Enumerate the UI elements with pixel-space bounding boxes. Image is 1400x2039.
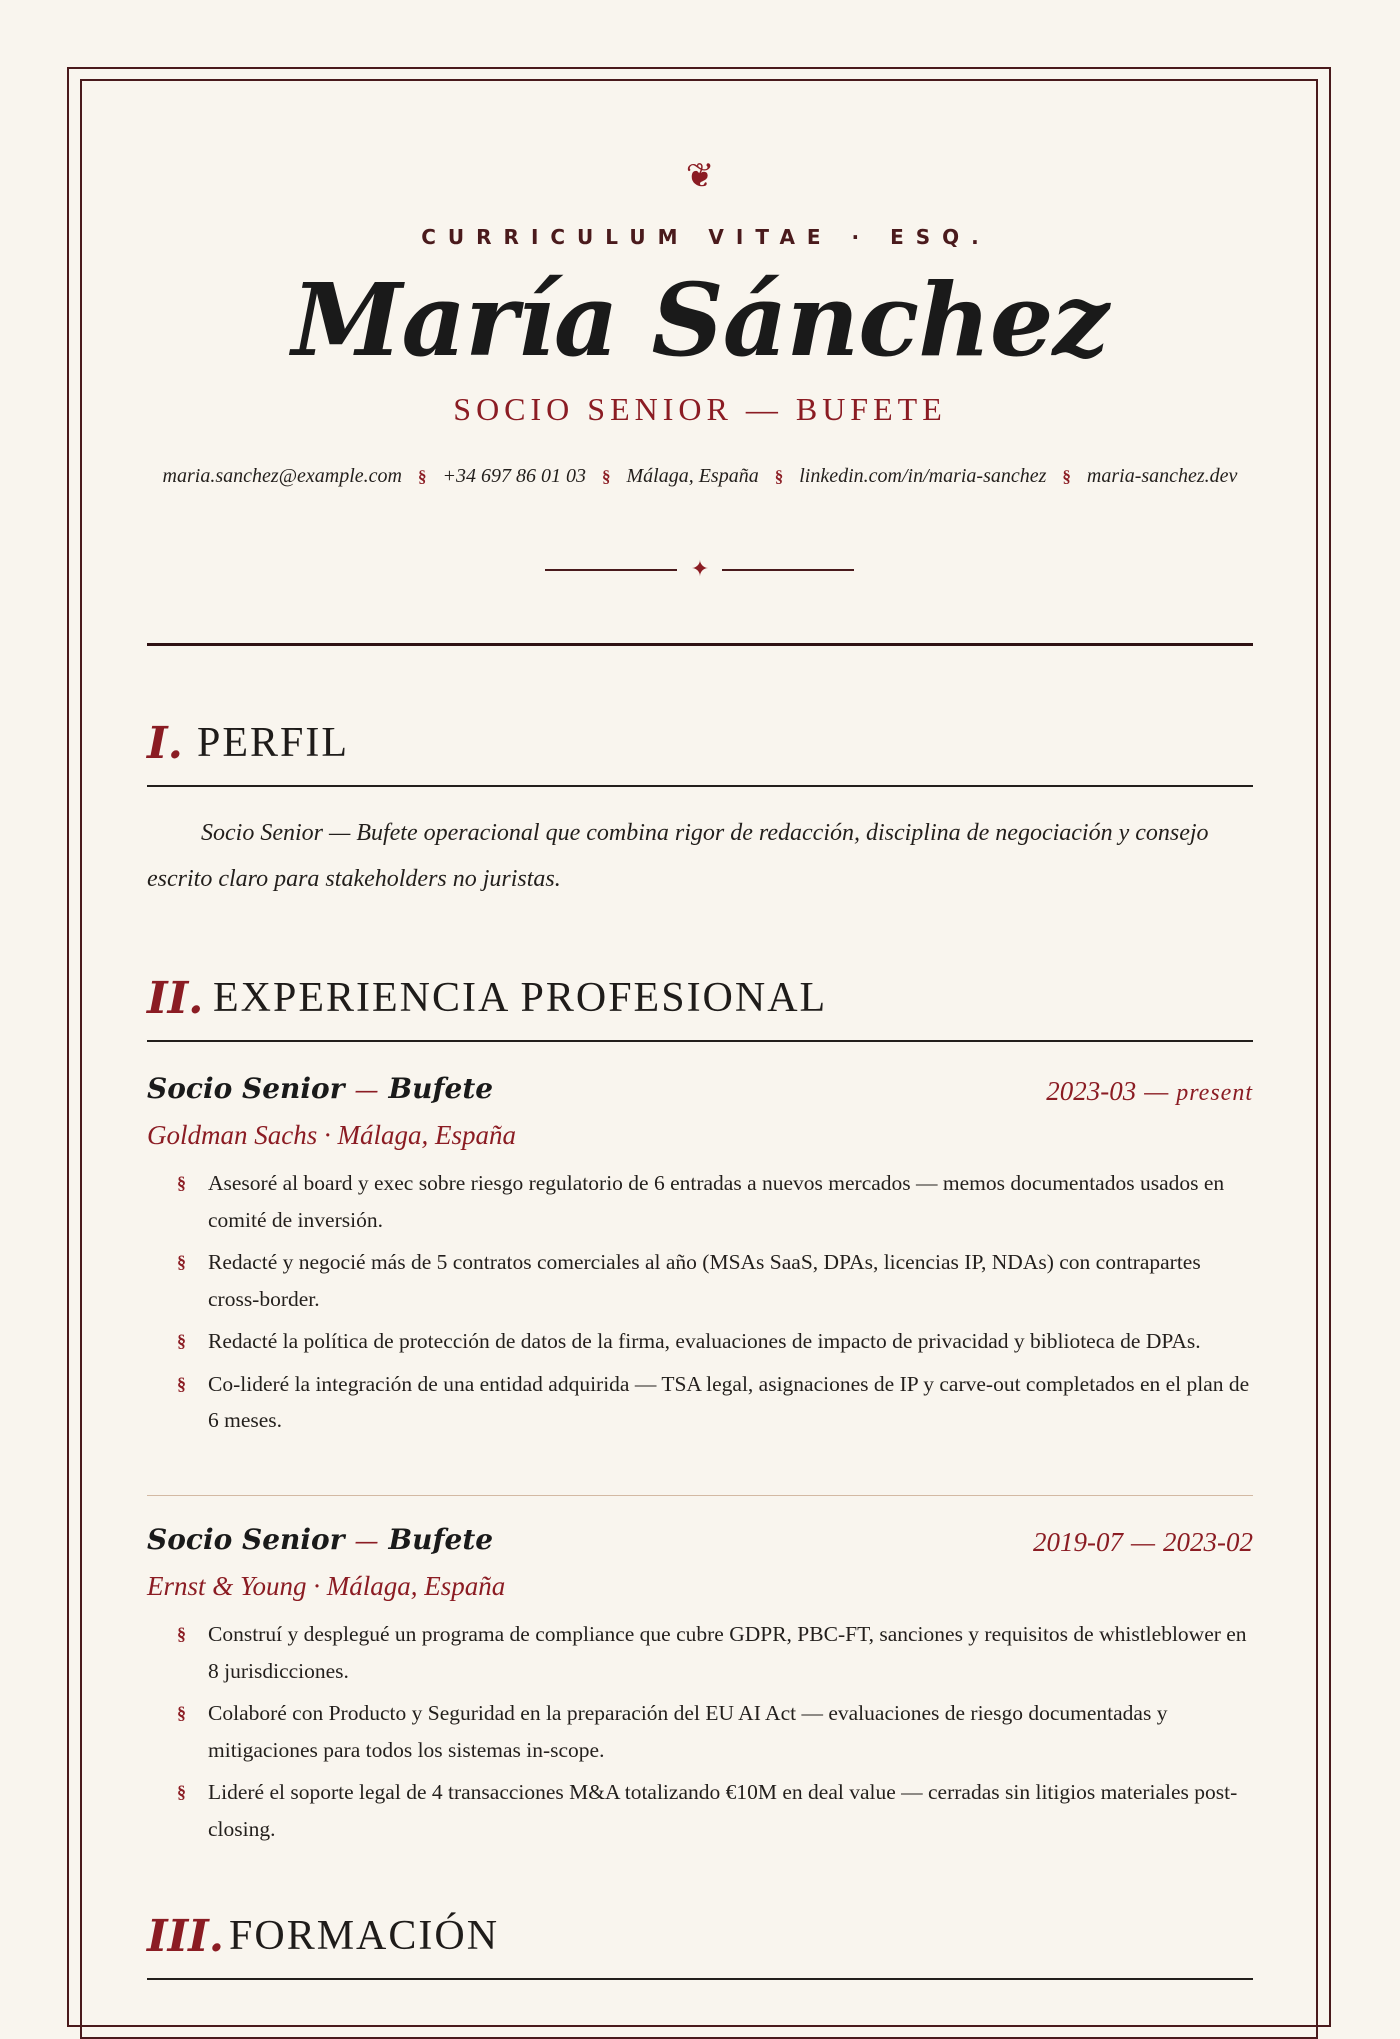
job-divider — [147, 1495, 1253, 1496]
section-sign-icon: § — [418, 467, 427, 486]
job-title — [147, 1069, 493, 1110]
job-bullet — [147, 1616, 1253, 1689]
contact-email[interactable]: maria.sanchez@example.com — [162, 465, 402, 487]
star-icon: ✦ — [690, 557, 710, 582]
job-dates — [1033, 1522, 1253, 1562]
job-title-main: Socio Senior — [147, 1072, 345, 1105]
job-title-dash: — — [354, 1527, 379, 1555]
section-heading-experience — [147, 972, 1253, 1042]
job-bullet-text: Colaboré con Producto y Seguridad en la preparación del EU AI Act — evaluaciones de riesgo documentadas y mitigaciones para todos los sistemas in-scope. — [208, 1701, 1168, 1762]
job-bullet — [147, 1695, 1253, 1768]
section-sign-icon: § — [177, 1624, 186, 1644]
job-date-start: 2019-07 — [1032, 1527, 1123, 1557]
job-bullet — [147, 1244, 1253, 1317]
job-date-end: present — [1176, 1080, 1253, 1106]
section-sign-icon: § — [774, 467, 784, 486]
divider-line-right — [722, 569, 854, 571]
profile-summary: Socio Senior — Bufete operacional que combina rigor de redacción, disciplina de negociación y consejo escrito claro para stakeholders no juristas. — [147, 820, 1209, 892]
job-date-separator: — — [1144, 1076, 1169, 1106]
contact-phone[interactable]: +34 697 86 01 03 — [442, 465, 586, 487]
header-rule — [147, 643, 1253, 646]
divider-line-left — [545, 569, 677, 571]
job-title-sub: Bufete — [388, 1072, 494, 1105]
job-company: Ernst & Young · Málaga, España — [147, 1571, 506, 1601]
job-company: Goldman Sachs · Málaga, España — [147, 1120, 516, 1150]
job-bullet-list — [147, 1616, 1253, 1853]
contact-linkedin[interactable]: linkedin.com/in/maria-sanchez — [799, 465, 1047, 487]
job-bullet-list — [147, 1165, 1253, 1445]
section-title: FORMACIÓN — [229, 1913, 500, 1959]
job-bullet-text: Co-lideré la integración de una entidad adquirida — TSA legal, asignaciones de IP y carve-out completados en el plan de 6 meses. — [208, 1371, 1250, 1432]
job-bullet-text: Redacté y negocié más de 5 contratos comerciales al año (MSAs SaaS, DPAs, licencias IP, NDAs) con contrapartes cross-border. — [208, 1250, 1201, 1311]
job-date-start: 2023-03 — [1046, 1076, 1137, 1106]
section-title: EXPERIENCIA PROFESIONAL — [213, 975, 828, 1021]
section-number: II. — [147, 973, 204, 1024]
section-sign-icon: § — [177, 1782, 186, 1802]
job-title-dash: — — [354, 1076, 379, 1104]
section-heading-profile — [147, 717, 1253, 787]
job-bullet-text: Redacté la política de protección de datos de la firma, evaluaciones de impacto de privacidad y biblioteca de DPAs. — [208, 1329, 1201, 1353]
section-sign-icon: § — [177, 1373, 186, 1394]
job-bullet — [147, 1774, 1253, 1847]
candidate-name: María Sánchez — [291, 261, 1109, 379]
job-bullet-text: Construí y desplegué un programa de compliance que cubre GDPR, PBC-FT, sanciones y requisitos de whistleblower en 8 jurisdicciones. — [208, 1622, 1247, 1683]
job-title-sub: Bufete — [388, 1523, 494, 1556]
section-sign-icon: § — [177, 1252, 186, 1272]
ornamental-divider — [147, 558, 1253, 582]
section-sign-icon: § — [177, 1173, 186, 1193]
job-date-separator: — — [1130, 1527, 1155, 1557]
job-title-main: Socio Senior — [147, 1523, 345, 1556]
section-sign-icon: § — [177, 1331, 186, 1351]
job-bullet — [147, 1165, 1253, 1238]
section-number: III. — [147, 1911, 225, 1962]
contact-website[interactable]: maria-sanchez.dev — [1086, 465, 1238, 487]
job-bullet — [147, 1323, 1253, 1360]
job-date-end: 2023-02 — [1163, 1527, 1253, 1557]
contact-line — [147, 458, 1253, 495]
contact-location: Málaga, España — [626, 465, 759, 487]
job-bullet — [147, 1366, 1253, 1439]
section-sign-icon: § — [177, 1703, 186, 1723]
section-title: PERFIL — [197, 720, 350, 766]
job-bullet-text: Lideré el soporte legal de 4 transacciones M&A totalizando €10M en deal value — cerradas sin litigios materiales post-closing. — [208, 1780, 1238, 1841]
section-sign-icon: § — [602, 467, 611, 486]
job-dates — [1046, 1071, 1253, 1113]
fleuron-icon: ❦ — [685, 156, 715, 196]
section-heading-education — [147, 1910, 1253, 1980]
section-sign-icon: § — [1062, 467, 1071, 486]
document-kicker: CURRICULUM VITAE · ESQ. — [421, 225, 991, 249]
candidate-role: SOCIO SENIOR — BUFETE — [453, 391, 947, 427]
job-title — [147, 1520, 493, 1561]
job-bullet-text: Asesoré al board y exec sobre riesgo regulatorio de 6 entradas a nuevos mercados — memos documentados usados en comité de inversión. — [208, 1171, 1225, 1232]
section-number: I. — [147, 718, 183, 769]
